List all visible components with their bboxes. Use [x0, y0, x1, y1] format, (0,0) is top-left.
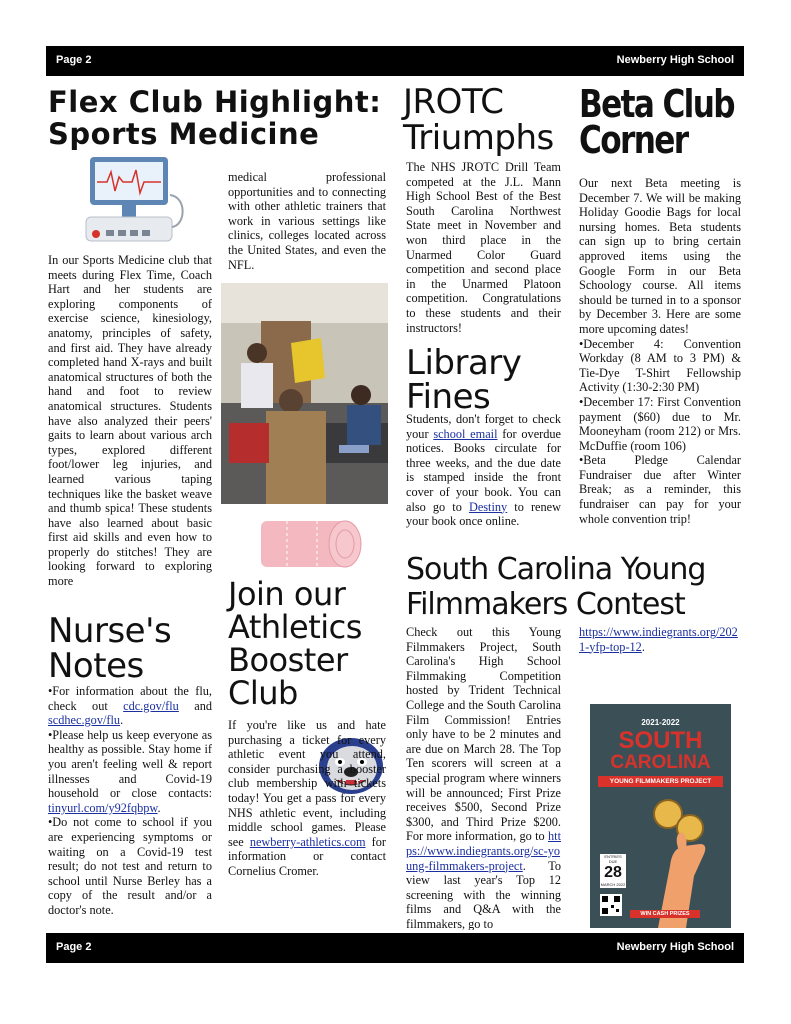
- tinyurl-link[interactable]: tinyurl.com/y92fqbpw: [48, 800, 158, 815]
- nurse-title-line2: Notes: [48, 646, 144, 686]
- beta-title: [579, 82, 735, 162]
- beta-bullet-2: •December 17: First Convention payment ($60) due to Mr. Mooneyham (room 212) or Mrs. McDuffie (room 106): [579, 394, 741, 453]
- beta-bullet-1: •December 4: Convention Workday (8 AM to 3 PM) & Tie-Dye T-Shirt Fellowship Activity (1:30-2:30 PM): [579, 336, 741, 395]
- destiny-link[interactable]: Destiny: [468, 499, 508, 514]
- jrotc-title-line2: Triumphs: [403, 118, 554, 158]
- footer-school-name: Newberry High School: [616, 941, 734, 953]
- athletics-body: [228, 718, 386, 879]
- poster-date-label: ENTRIES DUE: [604, 854, 622, 864]
- beta-bullet-3: •Beta Pledge Calendar Fundraiser due after Winter Break; as a reminder, this fundraiser can pay for your whole convention trip!: [579, 453, 741, 526]
- poster-date-badge: [600, 854, 626, 888]
- nurse-title: [48, 611, 218, 686]
- filmmakers-title-line2: Filmmakers Contest: [406, 587, 685, 622]
- film-contest-poster: [590, 704, 731, 928]
- header-bar: [46, 46, 744, 76]
- athletics-text-1: If you're like us and hate purchasing a ticket for every athletic event you attend, consider purchasing a booster club membership with tickets today! You get a pass for every NHS athletic event, including middle school games. Please see: [228, 718, 386, 849]
- poster-date-month: MARCH 2022: [600, 882, 626, 887]
- nurse-bullet-2: [48, 728, 212, 816]
- school-email-link[interactable]: school email: [433, 426, 498, 441]
- flex-title-line1: Flex Club Highlight:: [48, 85, 382, 119]
- library-title: [406, 343, 576, 417]
- athletics-title-line1: Join our: [228, 575, 346, 613]
- cdc-flu-link[interactable]: cdc.gov/flu: [123, 698, 179, 713]
- footer-bar: [46, 933, 744, 963]
- filmmakers-text-3: .: [641, 639, 645, 654]
- athletics-title: [228, 575, 398, 712]
- poster-prize-banner: WIN CASH PRIZES: [630, 910, 700, 918]
- footer-page-number: Page 2: [56, 941, 92, 953]
- filmmakers-body-col1: [406, 625, 561, 930]
- bandage-roll-icon: [257, 515, 365, 573]
- jrotc-body: The NHS JROTC Drill Team competed at the J.L. Mann High School Best of the Best South Carolina Northwest State meet in November and won third place in the Unarmed Color Guard competition and second place in the Unarmed Platoon competition. Congratulations to these students and their instructors!: [406, 160, 561, 335]
- newberry-athletics-link[interactable]: newberry-athletics.com: [249, 834, 366, 849]
- flex-body-col1: In our Sports Medicine club that meets during Flex Time, Coach Hart and her students are exploring components of exercise science, kinesiology, anatomy, principles of safety, and first aid. They have already completed hand X-rays and built anatomical structures of both the hand and foot to review anatomical structures. Students have also analyzed their peers' gaits to learn about various arch types, explored different foot/lower leg injuries, and learned various taping techniques like the basket weave and thumb spica! These students have also learned about basic first aid skills and even how to properly do stitches! They are looking forward to exploring more: [48, 253, 212, 589]
- nurse-b2-text: •Please help us keep everyone as healthy as possible. Stay home if you aren't feeling well & report illnesses and Covid-19 household or close contacts:: [48, 727, 212, 801]
- heart-monitor-icon: [82, 155, 192, 247]
- poster-subtitle: YOUNG FILMMAKERS PROJECT: [598, 776, 723, 787]
- poster-title: [590, 727, 731, 774]
- beta-title-line2: Corner: [579, 118, 688, 162]
- athletics-text-2: for information or contact Cornelius Cromer.: [228, 834, 386, 878]
- jrotc-title: [403, 84, 573, 156]
- yfp-top-12-link[interactable]: https://www.indiegrants.org/2021-yfp-top-12: [579, 625, 738, 654]
- library-title-line2: Fines: [406, 377, 491, 417]
- poster-date-day: 28: [604, 864, 622, 881]
- athletics-title-line4: Club: [228, 674, 298, 712]
- nurse-b1-end: .: [120, 713, 124, 728]
- nurse-b1-and: and: [178, 698, 212, 713]
- poster-hand-coins-icon: [628, 796, 728, 928]
- sc-young-filmmakers-link[interactable]: https://www.indiegrants.org/sc-young-filmmakers-project: [406, 829, 561, 873]
- nurse-title-line1: Nurse's: [48, 611, 172, 651]
- page-number: Page 2: [56, 54, 92, 66]
- poster-years: 2021-2022: [641, 718, 680, 727]
- beta-title-line1: Beta Club: [579, 82, 734, 126]
- athletics-title-line2: Athletics: [228, 608, 362, 646]
- beta-intro: Our next Beta meeting is December 7. We will be making Holiday Goodie Bags for local nursing homes. Beta students can sign up to bring certain approved items using the Google Form in our Beta Schoology course. All items should be turned in to a sponsor by December 3. Here are some more upcoming dates!: [579, 176, 741, 336]
- library-body: [406, 412, 561, 529]
- athletics-title-line3: Booster: [228, 641, 348, 679]
- nurse-b1-text: •For information about the flu, check out: [48, 684, 212, 713]
- nurse-body: [48, 684, 212, 918]
- filmmakers-title: [406, 552, 746, 622]
- nurse-b2-end: .: [157, 800, 161, 815]
- sports-medicine-photo: [221, 283, 388, 504]
- library-text-2: for overdue notices. Books circulate for three weeks, and the due date is stamped inside the front cover of your book. You can also go to: [406, 426, 561, 514]
- filmmakers-text-2: . To view last year's Top 12 screening with the winning films and Q&A with the filmmakers, go to: [406, 858, 561, 930]
- library-text-3: to renew your book once online.: [406, 499, 561, 529]
- flex-title: [48, 86, 408, 150]
- flex-body-col2: medical professional opportunities and to connecting with other athletic trainers that work in various settings like clinics, colleges located across the United States, and even the NFL.: [228, 170, 386, 272]
- beta-body: [579, 176, 741, 526]
- poster-qr-code: [600, 894, 622, 916]
- jrotc-title-line1: JROTC: [403, 82, 504, 122]
- poster-title-1: SOUTH: [618, 727, 703, 754]
- poster-title-2: CAROLINA: [610, 752, 711, 773]
- library-text-1: Students, don't forget to check your: [406, 412, 561, 441]
- filmmakers-text-1: Check out this Young Filmmakers Project, South Carolina's High School Filmmaking Competition hosted by Trident Technical College and the South Carolina Film Commission! Entries only have to be 2 minutes and are due on March 28. The Top Ten scorers will screen at a special program where winners will be announced; First Prize receives $500, Second Prize $300, and Third Prize $200. For more information, go to: [406, 625, 561, 844]
- library-title-line1: Library: [406, 343, 522, 383]
- nurse-bullet-1: [48, 684, 212, 728]
- school-name: Newberry High School: [616, 54, 734, 66]
- filmmakers-title-line1: South Carolina Young: [406, 552, 706, 587]
- nurse-bullet-3: •Do not come to school if you are experiencing symptoms or waiting on a Covid-19 test result; do not test and return to school until Nurse Berley has a copy of the result and/or a doctor's note.: [48, 815, 212, 917]
- flex-title-line2: Sports Medicine: [48, 117, 320, 151]
- scdhec-flu-link[interactable]: scdhec.gov/flu: [48, 713, 121, 728]
- filmmakers-body-col2: [579, 625, 741, 654]
